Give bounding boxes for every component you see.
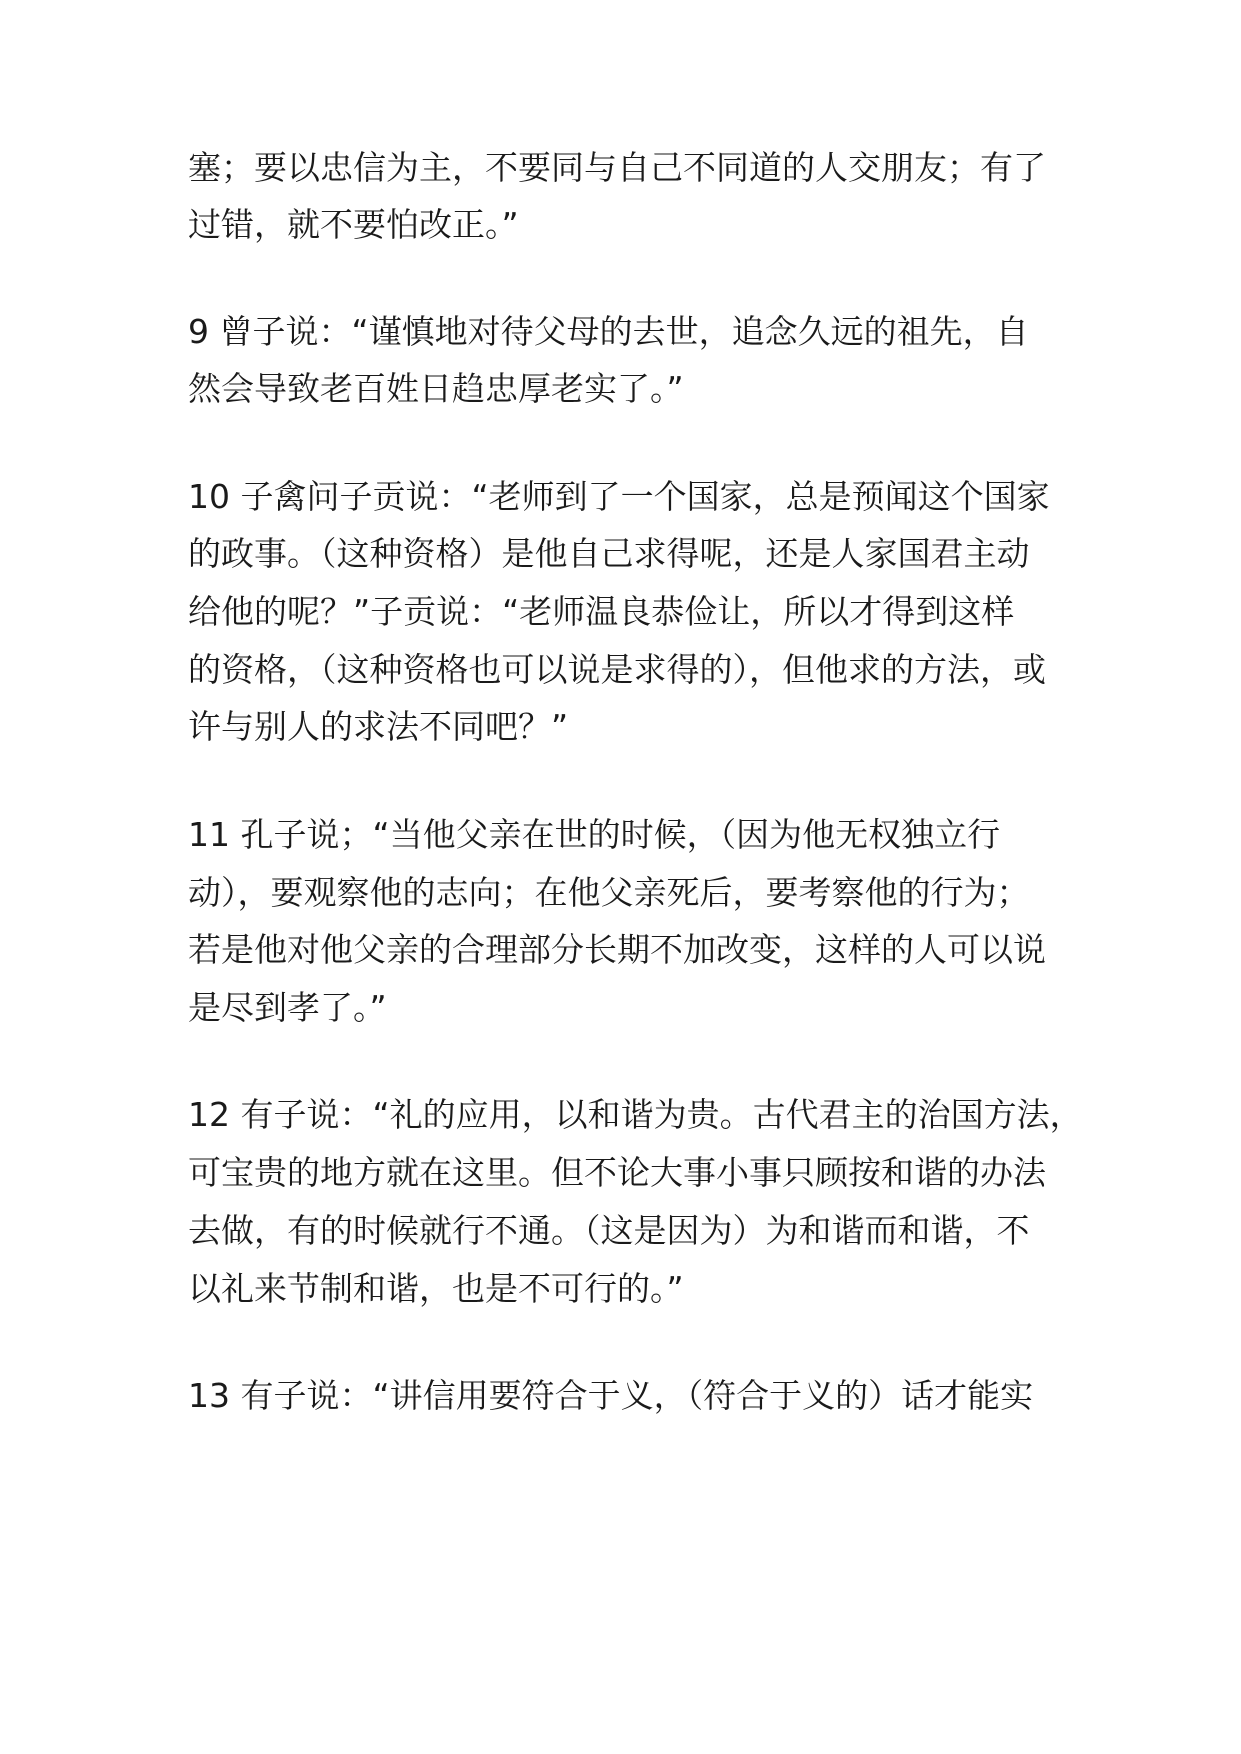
text-line: 许与别人的求法不同吧？” — [188, 707, 569, 746]
text-line: 然会导致老百姓日趋忠厚老实了。” — [188, 369, 684, 408]
text-line: 给他的呢？”子贡说：“老师温良恭俭让，所以才得到这样 — [188, 592, 1015, 631]
text-line: 可宝贵的地方就在这里。但不论大事小事只顾按和谐的办法 — [188, 1153, 1046, 1192]
text-line: 10 子禽问子贡说：“老师到了一个国家，总是预闻这个国家 — [188, 477, 1050, 516]
text-line: 过错，就不要怕改正。” — [188, 205, 519, 244]
text-line: 去做，有的时候就行不通。（这是因为）为和谐而和谐，不 — [188, 1211, 1030, 1250]
text-line: 动），要观察他的志向；在他父亲死后，要考察他的行为； — [188, 873, 1030, 912]
text-line: 以礼来节制和谐，也是不可行的。” — [188, 1269, 684, 1308]
text-line: 若是他对他父亲的合理部分长期不加改变，这样的人可以说 — [188, 930, 1046, 969]
text-line: 9 曾子说：“谨慎地对待父母的去世，追念久远的祖先，自 — [188, 312, 1029, 351]
text-line: 的政事。（这种资格）是他自己求得呢，还是人家国君主动 — [188, 534, 1030, 573]
text-line: 11 孔子说；“当他父亲在世的时候，（因为他无权独立行 — [188, 815, 1001, 854]
text-line: 的资格，（这种资格也可以说是求得的），但他求的方法，或 — [188, 650, 1046, 689]
text-line: 塞；要以忠信为主，不要同与自己不同道的人交朋友；有了 — [188, 148, 1046, 187]
text-line: 13 有子说：“讲信用要符合于义，（符合于义的）话才能实 — [188, 1376, 1034, 1415]
text-line: 12 有子说：“礼的应用，以和谐为贵。古代君主的治国方法， — [188, 1095, 1083, 1134]
text-line: 是尽到孝了。” — [188, 988, 387, 1027]
